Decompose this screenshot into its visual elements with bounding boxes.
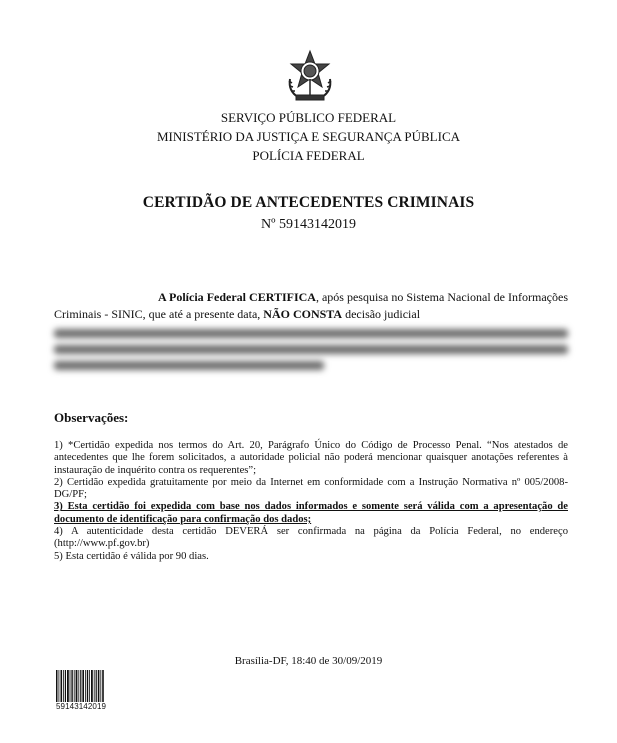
brazil-coat-of-arms-emblem (284, 49, 336, 103)
header-ministry-line: MINISTÉRIO DA JUSTIÇA E SEGURANÇA PÚBLICA (157, 129, 460, 144)
observations-title: Observações: (54, 410, 129, 425)
barcode-number: 59143142019 (56, 702, 107, 711)
observation-item: 4) A autenticidade desta certidão DEVERÁ ser confirmada na página da Polícia Federal, no endereço (http://www.pf.gov.br) (54, 526, 568, 550)
header-service-line: SERVIÇO PÚBLICO FEDERAL (220, 110, 397, 125)
document-title: CERTIDÃO DE ANTECEDENTES CRIMINAIS (142, 194, 475, 211)
certification-paragraph (54, 289, 568, 323)
certifier-statement: A Polícia Federal CERTIFICA (158, 290, 316, 304)
observation-item: 3) Esta certidão foi expedida com base nos dados informados e somente será válida com a apresentação de documento de identificação para confirmação dos dados; (54, 501, 568, 525)
barcode-icon (56, 670, 104, 704)
redacted-personal-data (54, 325, 568, 373)
place-and-date: Brasília-DF, 18:40 de 30/09/2019 (234, 655, 383, 667)
observation-item: 1) *Certidão expedida nos termos do Art. 20, Parágrafo Único do Código de Processo Penal. “Nos atestados de antecedentes que lhe forem solicitados, a autoridade policial não poderá mencionar quaisquer anotações referentes à instauração de inquérito contra os requerentes”; (54, 440, 568, 476)
observations-list (54, 440, 568, 563)
certification-text: , após pesquisa no Sistema Nacional de Informações Criminais - SINIC, que até a presente data, (54, 290, 568, 321)
certification-text-end: decisão judicial (342, 307, 421, 321)
observation-item: 5) Esta certidão é válida por 90 dias. (54, 550, 209, 562)
observation-item: 2) Certidão expedida gratuitamente por meio da Internet em conformidade com a Instrução Normativa nº 005/2008-DG/PF; (54, 476, 568, 501)
result-statement: NÃO CONSTA (263, 307, 343, 321)
document-number: Nº 59143142019 (261, 217, 356, 232)
header-agency-line: POLÍCIA FEDERAL (252, 148, 365, 163)
